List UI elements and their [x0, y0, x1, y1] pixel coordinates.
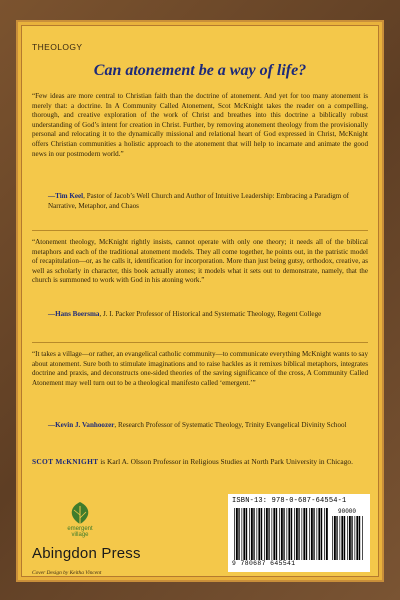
- barcode-bar: [264, 508, 265, 560]
- barcode-bar: [344, 516, 345, 560]
- barcode-bar: [276, 508, 277, 560]
- publisher-name: Abingdon Press: [32, 545, 141, 562]
- quote-3-attribution: [48, 421, 368, 431]
- barcode-bar: [303, 508, 305, 560]
- barcode-bar: [287, 508, 288, 560]
- barcode-bar: [253, 508, 254, 560]
- author-description: is Karl A. Olsson Professor in Religious Studies at North Park University in Chicago.: [98, 457, 353, 466]
- barcode-bar: [296, 508, 298, 560]
- barcode-bar: [298, 508, 299, 560]
- barcode-bar: [318, 508, 320, 560]
- barcode-bar: [340, 516, 341, 560]
- barcode-bar: [355, 516, 356, 560]
- divider: [32, 230, 368, 231]
- quote-2-attribution: [48, 310, 368, 320]
- barcode-bar: [268, 508, 269, 560]
- text-panel: [18, 22, 382, 580]
- quote-1: “Few ideas are more central to Christian faith than the doctrine of atonement. And yet for too many atonement is merely that: a doctrine. In A Community Called Atonement, Scot McKnight takes the reader on a compelling, thorough, and creative exploration of the work of Christ and breathes into this doctrine a biblically robust understanding of God’s intent for creation in Christ. Further, by removing atonement theology from the provisionally personal and relocating it to the dynamically missional and relational heart of God expressed in Christ, McKnight offers Christian communities a holistic approach to the atonement that will help to incarnate and animate the good news in our postmodern world.”: [32, 92, 368, 158]
- quote-1-role: , Pastor of Jacob’s Well Church and Author of Intuitive Leadership: Embracing a Paradigm of Narrative, Metaphor, and Chaos: [48, 192, 349, 210]
- author-name: SCOT McKNIGHT: [32, 457, 99, 466]
- barcode-bar: [302, 508, 303, 560]
- barcode-bar: [281, 508, 283, 560]
- category-label: THEOLOGY: [32, 42, 83, 52]
- quote-3: “It takes a village—or rather, an evangelical catholic community—to communicate everything McKnight wants to say about atonement. Sure both to stimulate imaginations and to raise hackles as it remixes biblical metaphors, integrates doctrine and praxis, and deconstructs one-sided theories of the saving significance of the cross, A Community Called Atonement may well turn out to be a theological manifesto called ‘emergent.’”: [32, 350, 368, 387]
- divider: [32, 342, 368, 343]
- barcode-bar: [236, 508, 238, 560]
- barcode-bar: [311, 508, 313, 560]
- headline: Can atonement be a way of life?: [93, 62, 307, 79]
- barcode-bar: [326, 508, 328, 560]
- quote-1-attribution: [48, 192, 368, 211]
- barcode-bar: [272, 508, 273, 560]
- barcode-bar: [246, 508, 247, 560]
- barcode-extension-bars: [332, 516, 364, 560]
- barcode-bar: [261, 508, 262, 560]
- barcode-bar: [242, 508, 243, 560]
- quote-3-role: , Research Professor of Systematic Theology, Trinity Evangelical Divinity School: [114, 421, 347, 429]
- barcode-bar: [266, 508, 268, 560]
- emergent-village-logo: [50, 500, 110, 540]
- quote-2: “Atonement theology, McKnight rightly insists, cannot operate with only one theory; it needs all of the biblical metaphors and each of the traditional atonement models. They all come together, he points out, in the patristic model of recapitulation—or, as he calls it, identification for incorporation. More than just being gutsy, orthodox, creative, as well as scholarly in character, this book actually atones; it models what it sets out to demonstrate, namely, that the church is summoned to work with God in his atoning work.”: [32, 238, 368, 285]
- logo-line-2: village: [71, 532, 89, 538]
- barcode-bar: [251, 508, 253, 560]
- barcode-bar: [336, 516, 337, 560]
- barcode-bar: [334, 516, 336, 560]
- barcode-bar: [321, 508, 322, 560]
- author-bio: [32, 457, 368, 467]
- barcode-bar: [249, 508, 250, 560]
- barcode-bars: [234, 508, 328, 560]
- price-code: 90000: [338, 508, 357, 515]
- barcode-bar: [309, 508, 310, 560]
- barcode-bar: [291, 508, 292, 560]
- barcode-bar: [294, 508, 295, 560]
- barcode-bar: [332, 516, 333, 560]
- barcode-digits: 9 780687 645541: [232, 560, 296, 567]
- barcode-bar: [362, 516, 363, 560]
- barcode-bar: [317, 508, 318, 560]
- barcode-bar: [257, 508, 258, 560]
- isbn-number: ISBN-13: 978-0-687-64554-1: [232, 497, 347, 505]
- barcode: [228, 494, 370, 572]
- barcode-bar: [356, 516, 358, 560]
- barcode-bar: [283, 508, 284, 560]
- quote-1-name: —Tim Keel: [48, 192, 84, 200]
- barcode-bar: [341, 516, 343, 560]
- barcode-bar: [243, 508, 245, 560]
- cover-design-credit: Cover Design by Keitha Vincent: [32, 570, 102, 576]
- quote-2-name: —Hans Boersma: [48, 310, 100, 318]
- barcode-bar: [238, 508, 239, 560]
- logo-line-1: emergent: [67, 526, 93, 532]
- barcode-bar: [347, 516, 348, 560]
- barcode-bar: [359, 516, 360, 560]
- barcode-bar: [324, 508, 325, 560]
- barcode-bar: [279, 508, 280, 560]
- quote-2-role: , J. I. Packer Professor of Historical and Systematic Theology, Regent College: [99, 310, 322, 318]
- barcode-bar: [351, 516, 352, 560]
- leaf-icon: [50, 500, 110, 526]
- quote-3-name: —Kevin J. Vanhoozer: [48, 421, 115, 429]
- barcode-bar: [306, 508, 307, 560]
- barcode-bar: [288, 508, 290, 560]
- barcode-bar: [349, 516, 351, 560]
- barcode-bar: [273, 508, 275, 560]
- barcode-bar: [313, 508, 314, 560]
- barcode-bar: [258, 508, 260, 560]
- barcode-bar: [234, 508, 235, 560]
